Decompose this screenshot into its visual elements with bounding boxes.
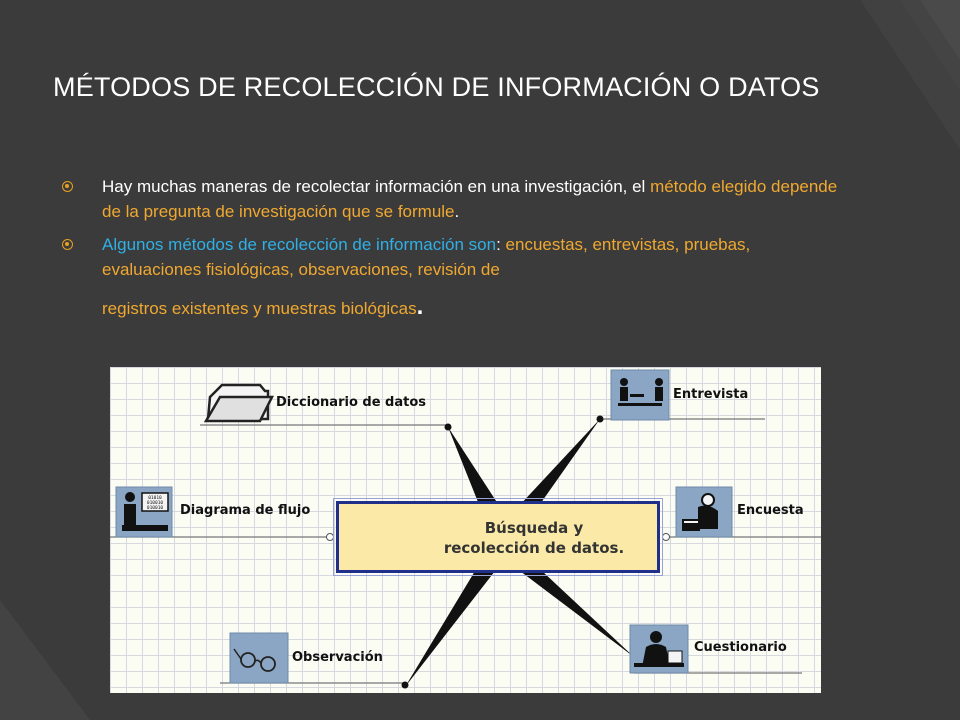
- mind-map-diagram: [110, 367, 821, 693]
- flowchart-icon: [116, 487, 172, 537]
- glasses-icon: [230, 633, 288, 683]
- node-encuesta: Encuesta: [737, 503, 804, 518]
- spike-diccionario: [448, 427, 500, 507]
- interview-icon: [611, 370, 669, 420]
- center-line-1: Búsqueda y: [484, 519, 584, 537]
- bullet-text: método elegido depende de la pregunta de investigación que se formule: [102, 177, 838, 221]
- spike-observacion: [405, 571, 495, 687]
- bullet-text: Algunos métodos de recolección de información son: [102, 235, 497, 254]
- bullet-item-1: [62, 174, 842, 224]
- spike-entrevista: [518, 419, 600, 507]
- bullet-icon: [62, 181, 73, 192]
- node-diagrama: Diagrama de flujo: [180, 503, 311, 518]
- node-entrevista: Entrevista: [673, 387, 749, 402]
- center-line-2: recolección de datos.: [443, 539, 625, 557]
- spike-cuestionario: [520, 571, 634, 657]
- bullet-text: registros existentes y muestras biológicas: [102, 299, 417, 318]
- center-topic-box: [336, 501, 660, 573]
- svg-text:010010: 010010: [146, 506, 164, 511]
- node-observacion: Observación: [292, 650, 383, 665]
- bullet-text: .: [454, 202, 460, 221]
- bullet-text: :: [496, 235, 506, 254]
- bullet-list: [62, 174, 842, 329]
- bullet-period: .: [416, 293, 424, 320]
- bullet-icon: [62, 239, 73, 250]
- questionnaire-icon: [630, 625, 688, 673]
- svg-text:010010: 010010: [146, 501, 164, 506]
- slide-title: MÉTODOS DE RECOLECCIÓN DE INFORMACIÓN O DATOS: [53, 72, 820, 102]
- bullet-item-2: [62, 232, 842, 321]
- bullet-text: Hay muchas maneras de recolectar información en una investigación, el: [102, 177, 651, 196]
- center-topic-label: [429, 518, 639, 558]
- node-cuestionario: Cuestionario: [694, 640, 787, 655]
- survey-phone-icon: [676, 487, 732, 537]
- bullet-text: encuestas, entrevistas, pruebas, evaluaciones fisiológicas, observaciones, revisión de: [102, 235, 751, 279]
- folder-icon: [206, 385, 272, 421]
- svg-text:01010: 01010: [148, 496, 162, 501]
- node-diccionario: Diccionario de datos: [276, 395, 427, 410]
